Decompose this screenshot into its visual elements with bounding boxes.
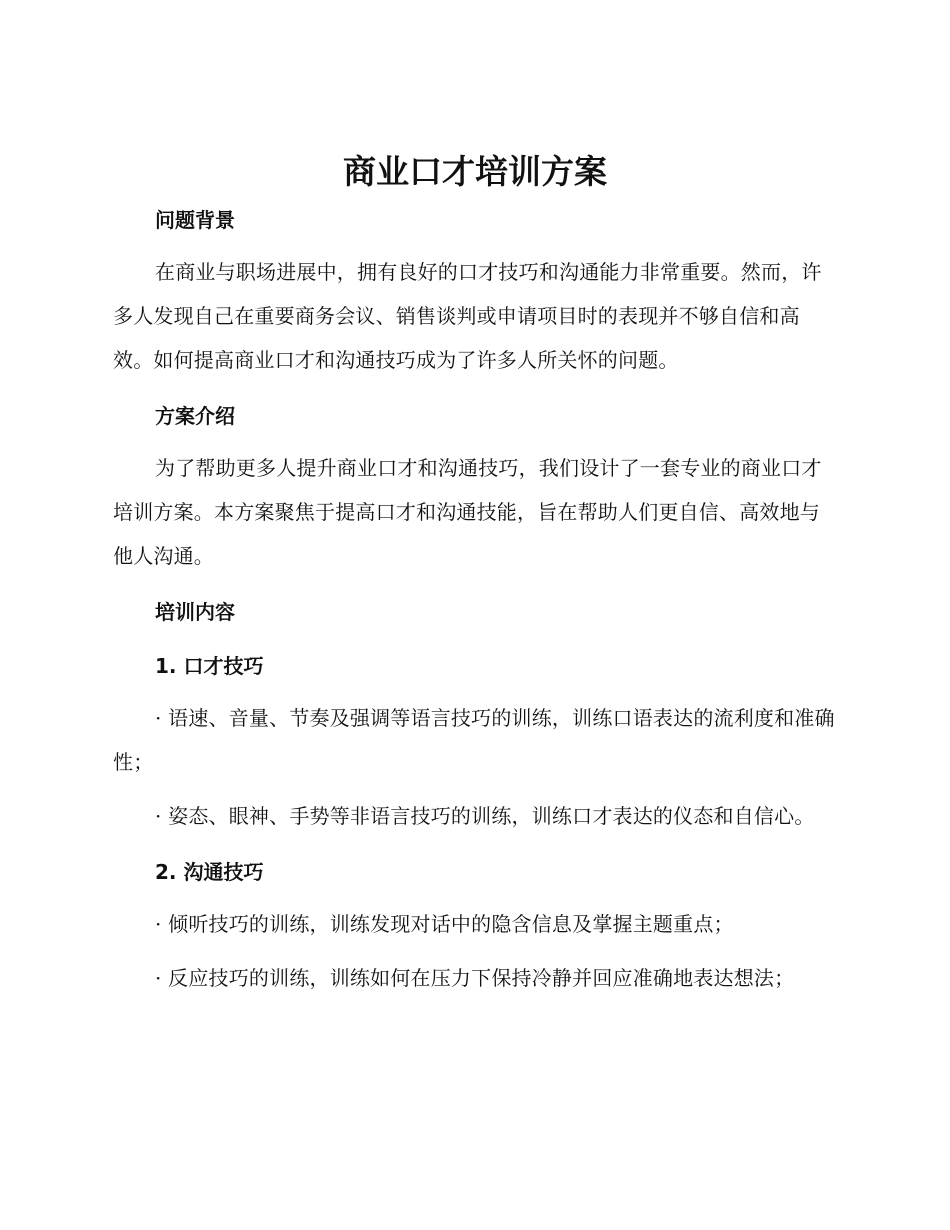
list-item: · 姿态、眼神、手势等非语言技巧的训练，训练口才表达的仪态和自信心。 [155,804,815,828]
list-item: · 倾听技巧的训练，训练发现对话中的隐含信息及掌握主题重点； [155,912,734,936]
document-body [113,196,835,1000]
subheading-eloquence: 1. 口才技巧 [155,654,264,678]
section-heading-content: 培训内容 [155,600,235,624]
document-title: 商业口才培训方案 [343,152,607,191]
section-heading-background: 问题背景 [155,208,235,232]
intro-paragraph: 为了帮助更多人提升商业口才和沟通技巧，我们设计了一套专业的商业口才培训方案。本方案聚焦于提高口才和沟通技能，旨在帮助人们更自信、高效地与他人沟通。 [113,456,822,568]
subheading-communication: 2. 沟通技巧 [155,860,264,884]
list-item: · 语速、音量、节奏及强调等语言技巧的训练，训练口语表达的流利度和准确性； [113,706,835,774]
list-item: · 反应技巧的训练，训练如何在压力下保持冷静并回应准确地表达想法； [155,966,795,990]
background-paragraph: 在商业与职场进展中，拥有良好的口才技巧和沟通能力非常重要。然而，许多人发现自己在重要商务会议、销售谈判或申请项目时的表现并不够自信和高效。如何提高商业口才和沟通技巧成为了许多人所关怀的问题。 [113,260,822,372]
section-heading-intro: 方案介绍 [155,404,235,428]
